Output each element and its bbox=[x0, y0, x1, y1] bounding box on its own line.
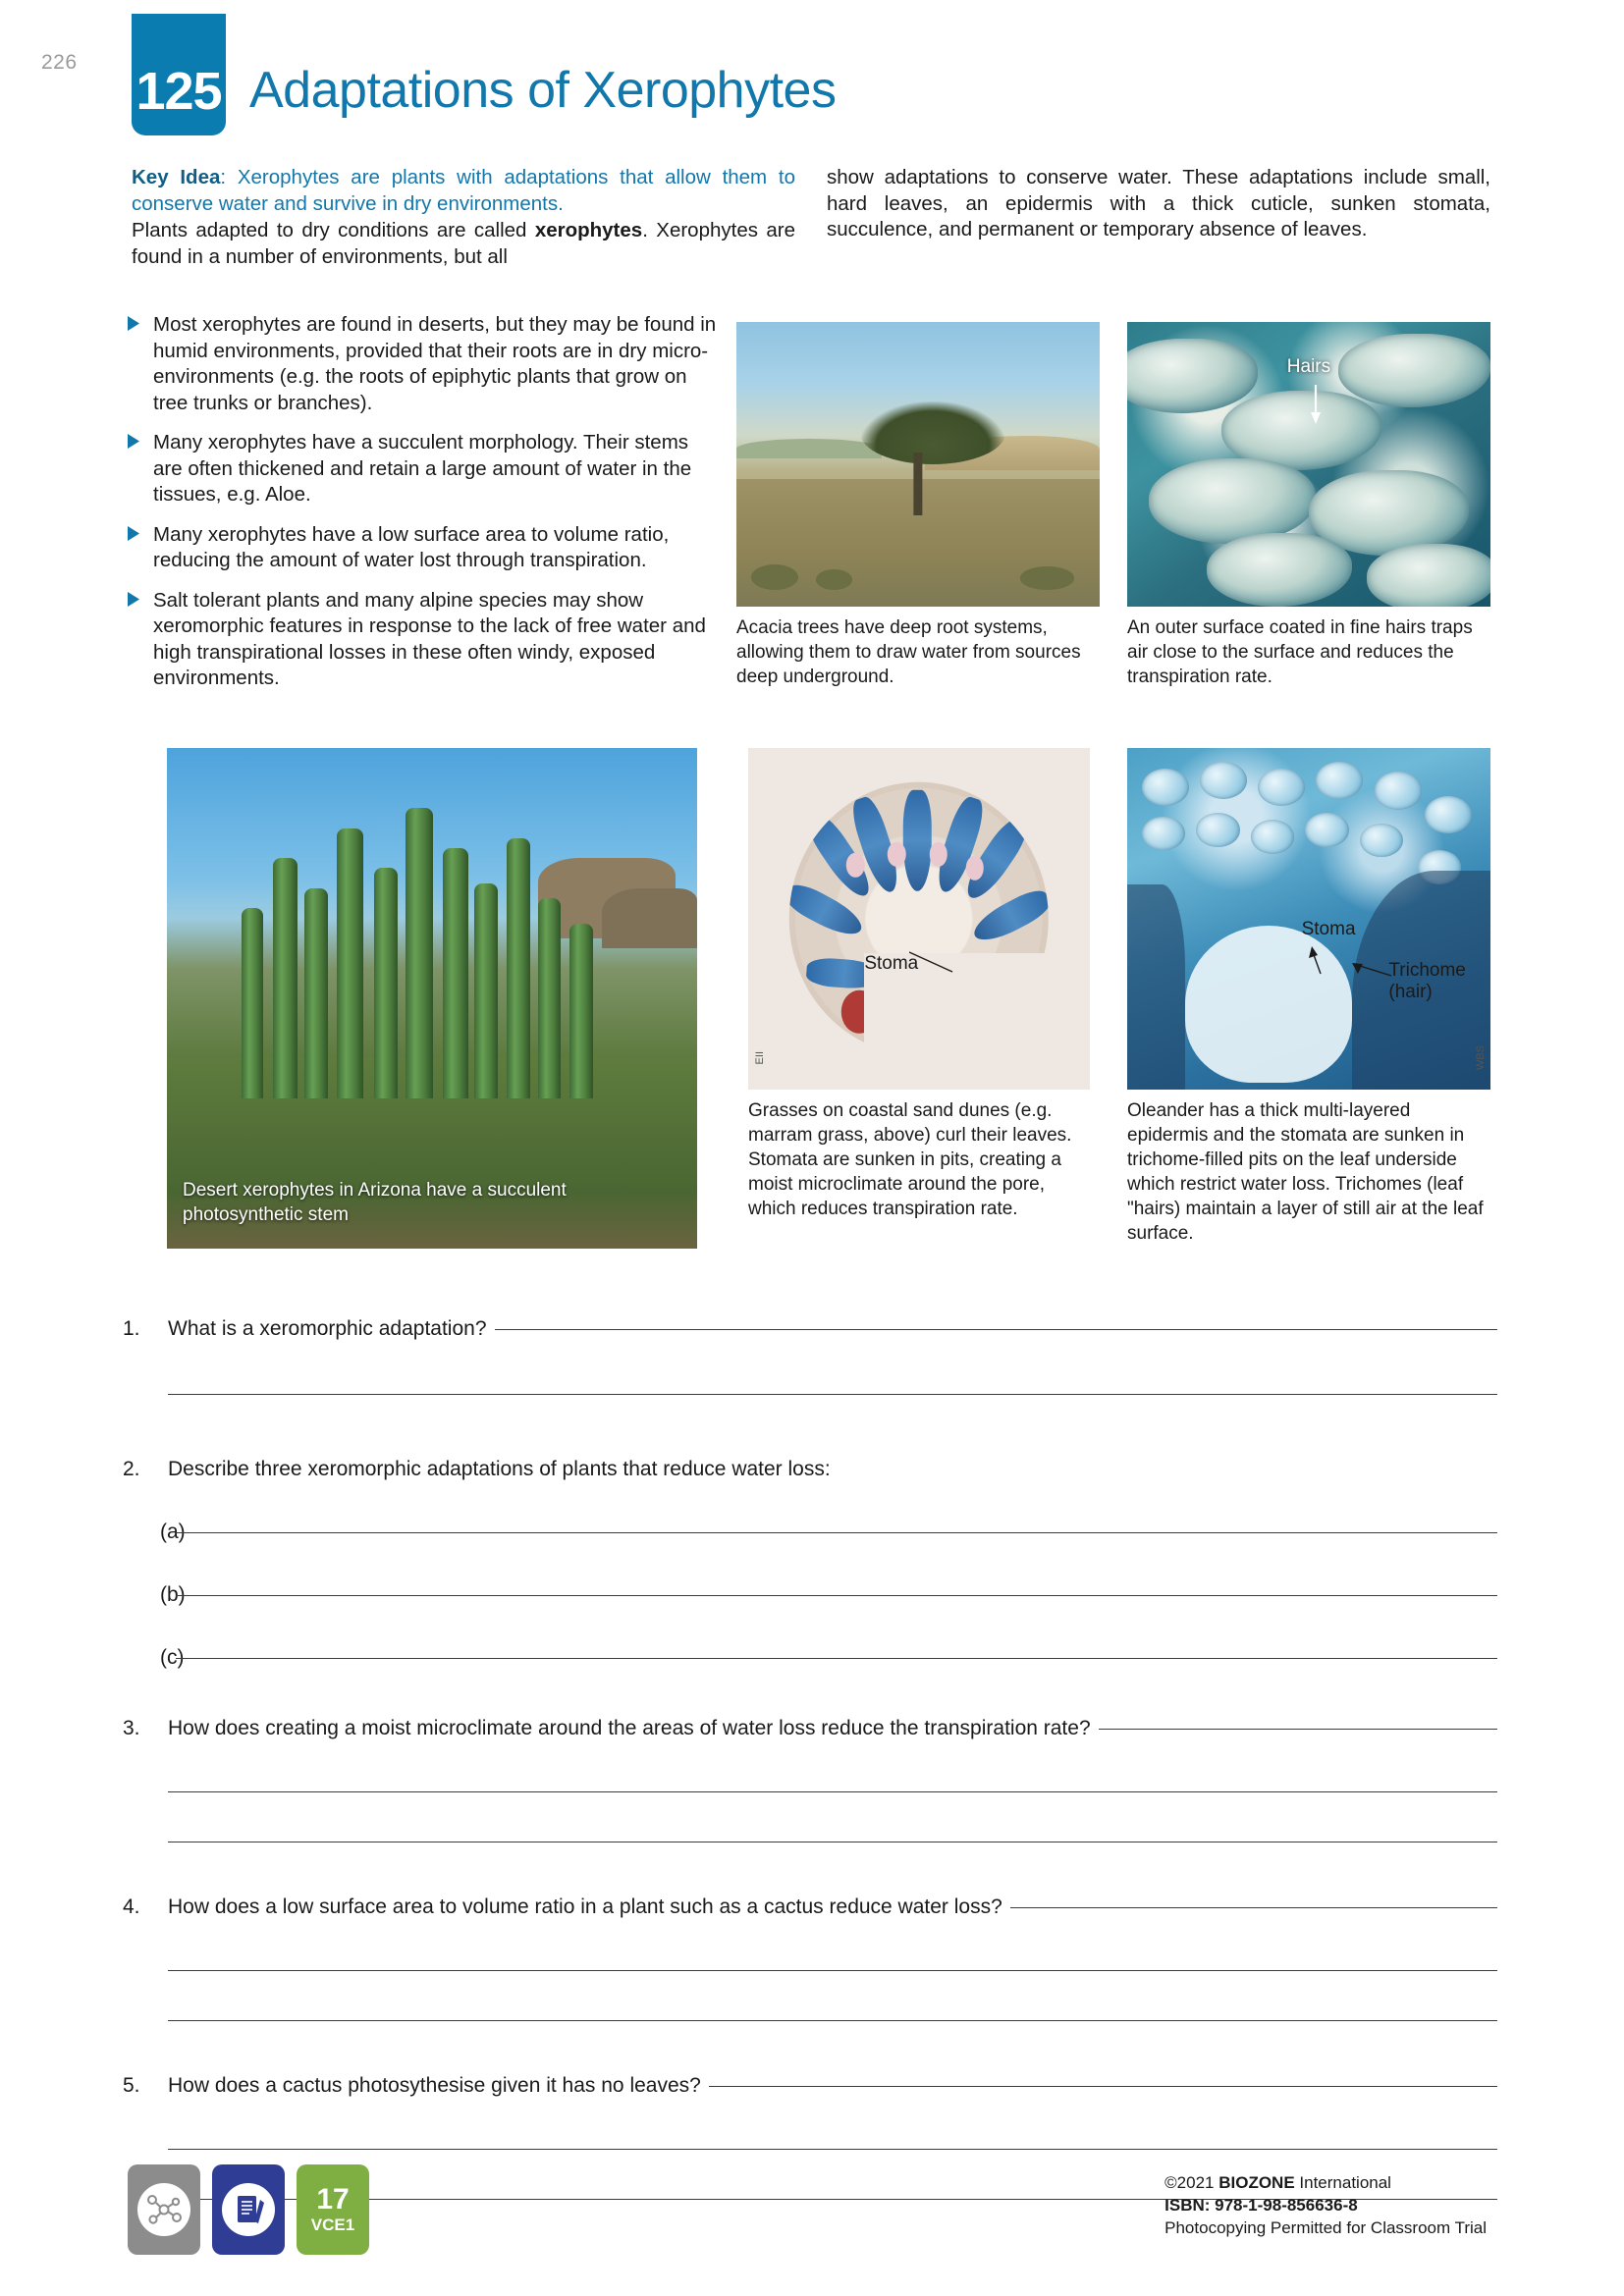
molecule-badge[interactable] bbox=[128, 2164, 200, 2255]
leaf-blade bbox=[1338, 334, 1490, 407]
sub-question-label: (b) bbox=[160, 1583, 186, 1606]
bullet-text: Many xerophytes have a succulent morphology. Their stems are often thickened and retain a large amount of water in the tissues, e.g. Aloe. bbox=[153, 431, 692, 506]
marram-illustration bbox=[748, 748, 1090, 1090]
answer-line[interactable] bbox=[168, 2149, 1497, 2150]
question-number: 2. bbox=[123, 1458, 140, 1480]
cactus-stem bbox=[242, 908, 264, 1098]
acacia-hill bbox=[736, 439, 882, 458]
marram-credit: EII bbox=[754, 1050, 766, 1064]
acacia-canopy bbox=[860, 401, 1005, 464]
cactus-scene-illustration bbox=[167, 748, 697, 1249]
publisher-suffix: International bbox=[1294, 2173, 1391, 2192]
oleander-illustration bbox=[1127, 748, 1490, 1090]
mesophyll-cell bbox=[888, 842, 906, 867]
worksheet-pencil-icon bbox=[222, 2183, 275, 2236]
badge-number: 17 bbox=[316, 2183, 350, 2216]
cactus-stem bbox=[273, 858, 298, 1098]
triangle-bullet-icon bbox=[128, 588, 153, 692]
answer-line[interactable] bbox=[168, 2020, 1497, 2021]
list-item bbox=[128, 430, 717, 508]
answer-line[interactable] bbox=[176, 1532, 1497, 1533]
question-text: Describe three xeromorphic adaptations of plants that reduce water loss: bbox=[168, 1458, 831, 1480]
oleander-section-photo bbox=[1127, 748, 1490, 1090]
epidermal-cell bbox=[1316, 762, 1363, 799]
question-4 bbox=[123, 1894, 1497, 2021]
acacia-shrub bbox=[816, 569, 852, 589]
intro-left-a: Plants adapted to dry conditions are called bbox=[132, 219, 535, 241]
copyright-block bbox=[1164, 2171, 1487, 2239]
hairy-leaf-photo bbox=[1127, 322, 1490, 607]
list-item bbox=[128, 522, 717, 574]
publisher-name: BIOZONE bbox=[1218, 2173, 1295, 2192]
sub-question-label: (a) bbox=[160, 1521, 186, 1543]
epidermal-cell bbox=[1305, 813, 1348, 847]
bullet-text: Salt tolerant plants and many alpine species may show xeromorphic features in response to the lack of free water and high transpirational losses in these often windy, exposed environments. bbox=[153, 588, 706, 689]
page-number: 226 bbox=[41, 51, 78, 74]
figure-oleander bbox=[1127, 748, 1490, 1246]
molecule-icon bbox=[137, 2183, 190, 2236]
answer-line[interactable] bbox=[709, 2086, 1497, 2087]
epidermal-cell bbox=[1360, 824, 1403, 858]
mesophyll-band bbox=[1127, 884, 1185, 1090]
questions-section bbox=[123, 1315, 1497, 2200]
question-2a bbox=[123, 1519, 1497, 1546]
mesophyll-cell bbox=[846, 853, 865, 878]
cactus-stem bbox=[443, 848, 468, 1098]
list-item bbox=[128, 588, 717, 692]
triangle-bullet-icon bbox=[128, 430, 153, 508]
triangle-bullet-icon bbox=[128, 522, 153, 574]
cactus-stem bbox=[569, 924, 593, 1099]
activity-number-badge: 125 bbox=[132, 14, 226, 135]
leaf-blade bbox=[1127, 339, 1258, 412]
vce-level-badge[interactable] bbox=[297, 2164, 369, 2255]
question-3 bbox=[123, 1715, 1497, 1842]
question-text: How does a cactus photosythesise given it has no leaves? bbox=[168, 2074, 701, 2097]
answer-line[interactable] bbox=[176, 1595, 1497, 1596]
sub-question-label: (c) bbox=[160, 1646, 185, 1669]
marram-caption: Grasses on coastal sand dunes (e.g. marram grass, above) curl their leaves. Stomata are sunken in pits, creating a moist microclimate around the pore, which reduces transpiration rate. bbox=[748, 1100, 1072, 1219]
copyright-year: ©2021 bbox=[1164, 2173, 1219, 2192]
hairs-arrow-icon bbox=[1309, 385, 1323, 429]
stoma-label: Stoma bbox=[1301, 919, 1356, 939]
page-title: Adaptations of Xerophytes bbox=[249, 62, 837, 119]
epidermal-cell bbox=[1196, 813, 1239, 847]
cactus-stem bbox=[304, 888, 328, 1098]
epidermal-cell bbox=[1251, 820, 1294, 854]
figure-acacia bbox=[736, 322, 1100, 689]
cactus-stem bbox=[474, 883, 498, 1098]
cactus-stem bbox=[337, 828, 363, 1098]
leaf-blade bbox=[1207, 533, 1352, 607]
question-number: 3. bbox=[123, 1717, 140, 1739]
page-header bbox=[132, 14, 836, 154]
marram-cross-section-photo bbox=[748, 748, 1090, 1090]
intro-text-block bbox=[132, 165, 1490, 270]
trichome-label-line2: (hair) bbox=[1388, 981, 1433, 1002]
answer-line[interactable] bbox=[168, 1394, 1497, 1395]
trichome-pointer-icon bbox=[1352, 960, 1393, 987]
trichome-label bbox=[1388, 960, 1465, 1003]
xerophytes-bold-term: xerophytes bbox=[534, 219, 643, 241]
epidermal-cell bbox=[1200, 762, 1247, 799]
answer-line[interactable] bbox=[168, 1970, 1497, 1971]
copyright-line-1 bbox=[1164, 2171, 1487, 2194]
acacia-photo bbox=[736, 322, 1100, 607]
cactus-overlay-caption: Desert xerophytes in Arizona have a succulent photosynthetic stem bbox=[183, 1180, 567, 1225]
leaf-lobe bbox=[903, 790, 932, 891]
question-2 bbox=[123, 1456, 1497, 1672]
footer-badges bbox=[128, 2164, 369, 2255]
answer-line[interactable] bbox=[168, 1791, 1497, 1792]
badge-subtitle: VCE1 bbox=[310, 2216, 355, 2234]
acacia-shrub bbox=[1020, 566, 1075, 589]
question-number: 5. bbox=[123, 2074, 140, 2097]
acacia-scene-illustration bbox=[736, 322, 1100, 607]
intro-left-b: . Xerophytes are found in a number of environments, but all bbox=[132, 219, 795, 268]
epidermal-cell bbox=[1375, 772, 1422, 809]
cactus-photo bbox=[167, 748, 697, 1249]
figure-marram bbox=[748, 748, 1090, 1221]
question-2c bbox=[123, 1644, 1497, 1672]
key-idea-paragraph bbox=[132, 165, 795, 217]
stoma-label: Stoma bbox=[864, 953, 1090, 1090]
list-item bbox=[128, 312, 717, 416]
figure-hairs bbox=[1127, 322, 1490, 689]
question-number: 1. bbox=[123, 1317, 140, 1340]
trichome-label-line1: Trichome bbox=[1388, 959, 1466, 981]
acacia-shrub bbox=[751, 564, 798, 590]
question-text: What is a xeromorphic adaptation? bbox=[168, 1317, 487, 1340]
key-idea-label: Key Idea bbox=[132, 166, 221, 188]
key-idea-text: : Xerophytes are plants with adaptations that allow them to conserve water and survive in dry environments. bbox=[132, 166, 795, 215]
epidermal-cell bbox=[1425, 796, 1472, 833]
epidermal-cell bbox=[1142, 769, 1189, 806]
answer-line[interactable] bbox=[176, 1658, 1497, 1659]
cactus-stem bbox=[374, 868, 399, 1098]
photocopy-notice: Photocopying Permitted for Classroom Trial bbox=[1164, 2218, 1487, 2237]
question-text: How does creating a moist microclimate around the areas of water loss reduce the transpiration rate? bbox=[168, 1717, 1091, 1739]
cactus-stem bbox=[538, 898, 561, 1098]
epidermal-cell bbox=[1258, 769, 1305, 806]
cactus-stem bbox=[406, 808, 433, 1098]
epidermal-cell bbox=[1142, 817, 1185, 851]
hairs-caption: An outer surface coated in fine hairs traps air close to the surface and reduces the transpiration rate. bbox=[1127, 617, 1473, 687]
worksheet-badge[interactable] bbox=[212, 2164, 285, 2255]
acacia-trunk bbox=[913, 453, 922, 515]
bullet-text: Most xerophytes are found in deserts, but they may be found in humid environments, provided that their roots are in dry micro-environments (e.g. the roots of epiphytic plants that grow on tree trunks or branches). bbox=[153, 313, 717, 414]
question-number: 4. bbox=[123, 1896, 140, 1918]
oleander-credit: WBS bbox=[1475, 1044, 1487, 1070]
stoma-pointer-icon bbox=[909, 946, 964, 985]
hairy-surface-illustration bbox=[1127, 322, 1490, 607]
triangle-bullet-icon bbox=[128, 312, 153, 416]
question-text: How does a low surface area to volume ratio in a plant such as a cactus reduce water loss? bbox=[168, 1896, 1002, 1918]
cactus-stem bbox=[507, 838, 531, 1098]
answer-line[interactable] bbox=[1010, 1907, 1497, 1908]
acacia-caption: Acacia trees have deep root systems, allowing them to draw water from sources deep underground. bbox=[736, 617, 1081, 687]
answer-line[interactable] bbox=[1099, 1729, 1497, 1730]
isbn-line: ISBN: 978-1-98-856636-8 bbox=[1164, 2196, 1358, 2215]
leaf-blade bbox=[1149, 458, 1316, 544]
intro-left-paragraph bbox=[132, 218, 795, 270]
intro-left-column bbox=[132, 165, 795, 270]
oleander-caption: Oleander has a thick multi-layered epidermis and the stomata are sunken in trichome-filled pits on the leaf underside which restrict water loss. Trichomes (leaf "hairs) maintain a layer of still air at the leaf surface. bbox=[1127, 1100, 1484, 1244]
question-2b bbox=[123, 1581, 1497, 1609]
question-1 bbox=[123, 1315, 1497, 1395]
hairs-label: Hairs bbox=[1286, 355, 1331, 377]
intro-right-paragraph: show adaptations to conserve water. These adaptations include small, hard leaves, an epidermis with a thick cuticle, sunken stomata, succulence, and permanent or temporary absence of leaves. bbox=[827, 166, 1490, 240]
intro-right-column bbox=[827, 165, 1490, 270]
bullet-text: Many xerophytes have a low surface area to volume ratio, reducing the amount of water lost through transpiration. bbox=[153, 522, 670, 571]
stoma-pointer-icon bbox=[1309, 946, 1328, 981]
figure-cactus bbox=[167, 748, 697, 1249]
bullet-list bbox=[128, 312, 717, 706]
leaf-blade bbox=[1367, 544, 1490, 607]
answer-line[interactable] bbox=[495, 1329, 1497, 1330]
cactus-mesa-secondary bbox=[602, 888, 697, 948]
